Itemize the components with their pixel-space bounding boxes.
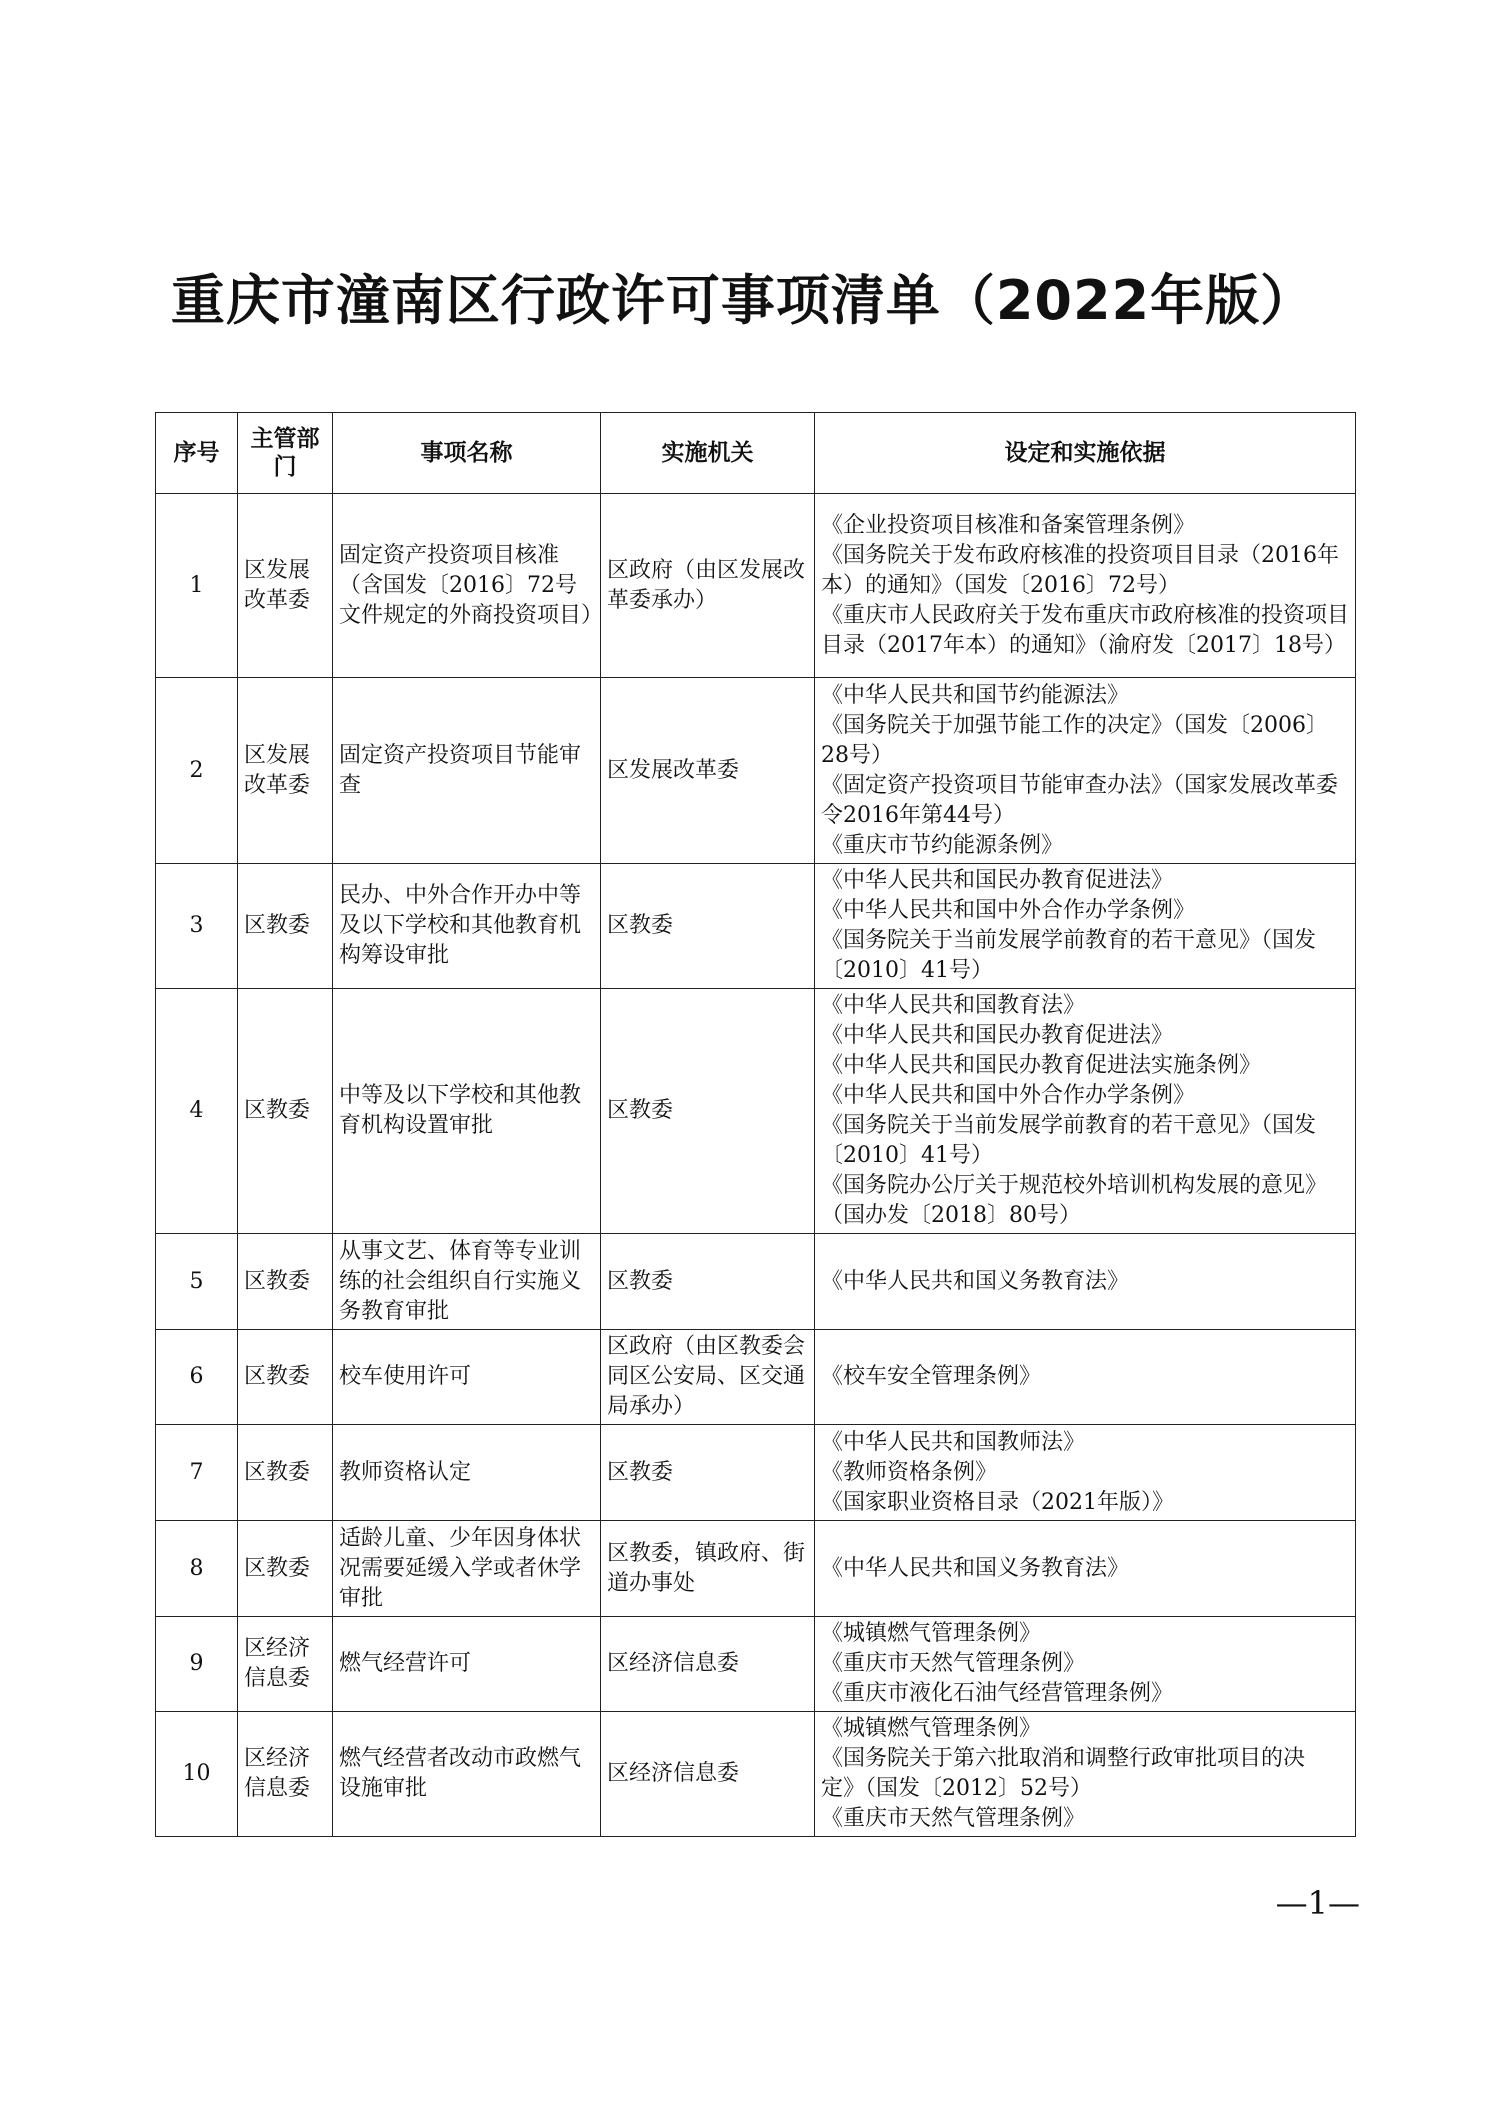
basis-line: 《校车安全管理条例》 xyxy=(821,1364,1042,1389)
basis-line: 《国务院关于加强节能工作的决定》（国发〔2006〕28号） xyxy=(821,712,1328,768)
header-basis: 设定和实施依据 xyxy=(815,413,1356,494)
cell-dept: 区教委 xyxy=(238,864,333,989)
cell-item: 燃气经营者改动市政燃气设施审批 xyxy=(333,1712,601,1837)
cell-agency: 区教委，镇政府、街道办事处 xyxy=(601,1521,815,1617)
basis-line: 《中华人民共和国义务教育法》 xyxy=(821,1555,1130,1581)
cell-dept: 区教委 xyxy=(238,1425,333,1521)
cell-basis xyxy=(815,1617,1356,1712)
cell-dept: 区经济信息委 xyxy=(238,1712,333,1837)
cell-no: 5 xyxy=(156,1234,238,1330)
cell-no: 2 xyxy=(156,678,238,864)
basis-line: 《国务院办公厅关于规范校外培训机构发展的意见》（国办发〔2018〕80号） xyxy=(821,1173,1328,1228)
permit-table xyxy=(155,412,1356,1837)
header-item: 事项名称 xyxy=(333,413,601,494)
table-row xyxy=(156,1521,1356,1617)
cell-no: 4 xyxy=(156,989,238,1234)
cell-item: 校车使用许可 xyxy=(333,1330,601,1425)
table-row xyxy=(156,864,1356,989)
basis-line: 《中华人民共和国中外合作办学条例》 xyxy=(821,1083,1196,1108)
basis-line: 《教师资格条例》 xyxy=(821,1459,998,1485)
basis-line: 《中华人民共和国民办教育促进法实施条例》 xyxy=(821,1053,1262,1078)
basis-line: 《国家职业资格目录（2021年版）》 xyxy=(821,1489,1174,1515)
cell-agency: 区经济信息委 xyxy=(601,1617,815,1712)
table-row xyxy=(156,989,1356,1234)
basis-line: 《重庆市天然气管理条例》 xyxy=(821,1806,1086,1831)
cell-agency: 区经济信息委 xyxy=(601,1712,815,1837)
cell-item: 燃气经营许可 xyxy=(333,1617,601,1712)
basis-line: 《国务院关于当前发展学前教育的若干意见》（国发〔2010〕41号） xyxy=(821,928,1317,983)
cell-dept: 区教委 xyxy=(238,989,333,1234)
page-number: —1— xyxy=(1275,1884,1360,1922)
cell-basis xyxy=(815,1425,1356,1521)
cell-agency: 区政府（由区教委会同区公安局、区交通局承办） xyxy=(601,1330,815,1425)
cell-agency: 区发展改革委 xyxy=(601,678,815,864)
cell-basis xyxy=(815,1712,1356,1837)
cell-basis xyxy=(815,494,1356,678)
cell-no: 3 xyxy=(156,864,238,989)
table-row xyxy=(156,678,1356,864)
basis-line: 《国务院关于发布政府核准的投资项目目录（2016年本）的通知》（国发〔2016〕72号） xyxy=(821,542,1339,598)
cell-item: 固定资产投资项目核准（含国发〔2016〕72号文件规定的外商投资项目） xyxy=(333,494,601,678)
cell-dept: 区经济信息委 xyxy=(238,1617,333,1712)
basis-line: 《中华人民共和国民办教育促进法》 xyxy=(821,1023,1174,1048)
cell-no: 7 xyxy=(156,1425,238,1521)
cell-dept: 区教委 xyxy=(238,1330,333,1425)
cell-item: 从事文艺、体育等专业训练的社会组织自行实施义务教育审批 xyxy=(333,1234,601,1330)
basis-line: 《城镇燃气管理条例》 xyxy=(821,1716,1042,1741)
cell-agency: 区教委 xyxy=(601,1425,815,1521)
cell-agency: 区政府（由区发展改革委承办） xyxy=(601,494,815,678)
basis-line: 《国务院关于当前发展学前教育的若干意见》（国发〔2010〕41号） xyxy=(821,1113,1317,1168)
table-row xyxy=(156,1330,1356,1425)
cell-agency: 区教委 xyxy=(601,864,815,989)
page-title: 重庆市潼南区行政许可事项清单（2022年版） xyxy=(170,269,1316,332)
cell-basis xyxy=(815,989,1356,1234)
table-row xyxy=(156,494,1356,678)
cell-item: 民办、中外合作开办中等及以下学校和其他教育机构筹设审批 xyxy=(333,864,601,989)
table-row xyxy=(156,1425,1356,1521)
basis-line: 《固定资产投资项目节能审查办法》（国家发展改革委令2016年第44号） xyxy=(821,772,1339,828)
cell-agency: 区教委 xyxy=(601,989,815,1234)
cell-no: 9 xyxy=(156,1617,238,1712)
cell-item: 教师资格认定 xyxy=(333,1425,601,1521)
cell-no: 8 xyxy=(156,1521,238,1617)
basis-line: 《城镇燃气管理条例》 xyxy=(821,1621,1042,1646)
table-row xyxy=(156,1617,1356,1712)
basis-line: 《中华人民共和国中外合作办学条例》 xyxy=(821,898,1196,923)
basis-line: 《企业投资项目核准和备案管理条例》 xyxy=(821,512,1196,538)
cell-dept: 区发展改革委 xyxy=(238,494,333,678)
cell-no: 6 xyxy=(156,1330,238,1425)
cell-dept: 区发展改革委 xyxy=(238,678,333,864)
table-row xyxy=(156,1712,1356,1837)
cell-item: 中等及以下学校和其他教育机构设置审批 xyxy=(333,989,601,1234)
basis-line: 《重庆市人民政府关于发布重庆市政府核准的投资项目目录（2017年本）的通知》（渝府发〔2017〕18号） xyxy=(821,602,1350,658)
basis-line: 《中华人民共和国节约能源法》 xyxy=(821,682,1130,708)
cell-basis xyxy=(815,864,1356,989)
cell-dept: 区教委 xyxy=(238,1234,333,1330)
header-agency: 实施机关 xyxy=(601,413,815,494)
cell-agency: 区教委 xyxy=(601,1234,815,1330)
cell-basis xyxy=(815,678,1356,864)
cell-no: 10 xyxy=(156,1712,238,1837)
cell-item: 固定资产投资项目节能审查 xyxy=(333,678,601,864)
basis-line: 《重庆市天然气管理条例》 xyxy=(821,1651,1086,1676)
basis-line: 《中华人民共和国民办教育促进法》 xyxy=(821,868,1174,893)
table-header-row xyxy=(156,413,1356,494)
header-no: 序号 xyxy=(156,413,238,494)
cell-no: 1 xyxy=(156,494,238,678)
cell-basis xyxy=(815,1234,1356,1330)
cell-basis xyxy=(815,1521,1356,1617)
basis-line: 《中华人民共和国教育法》 xyxy=(821,993,1086,1018)
cell-basis xyxy=(815,1330,1356,1425)
header-dept: 主管部门 xyxy=(238,413,333,494)
table-row xyxy=(156,1234,1356,1330)
cell-dept: 区教委 xyxy=(238,1521,333,1617)
basis-line: 《中华人民共和国义务教育法》 xyxy=(821,1268,1130,1294)
basis-line: 《重庆市液化石油气经营管理条例》 xyxy=(821,1681,1174,1706)
basis-line: 《重庆市节约能源条例》 xyxy=(821,832,1064,858)
basis-line: 《国务院关于第六批取消和调整行政审批项目的决定》（国发〔2012〕52号） xyxy=(821,1746,1306,1801)
cell-item: 适龄儿童、少年因身体状况需要延缓入学或者休学审批 xyxy=(333,1521,601,1617)
basis-line: 《中华人民共和国教师法》 xyxy=(821,1429,1086,1455)
